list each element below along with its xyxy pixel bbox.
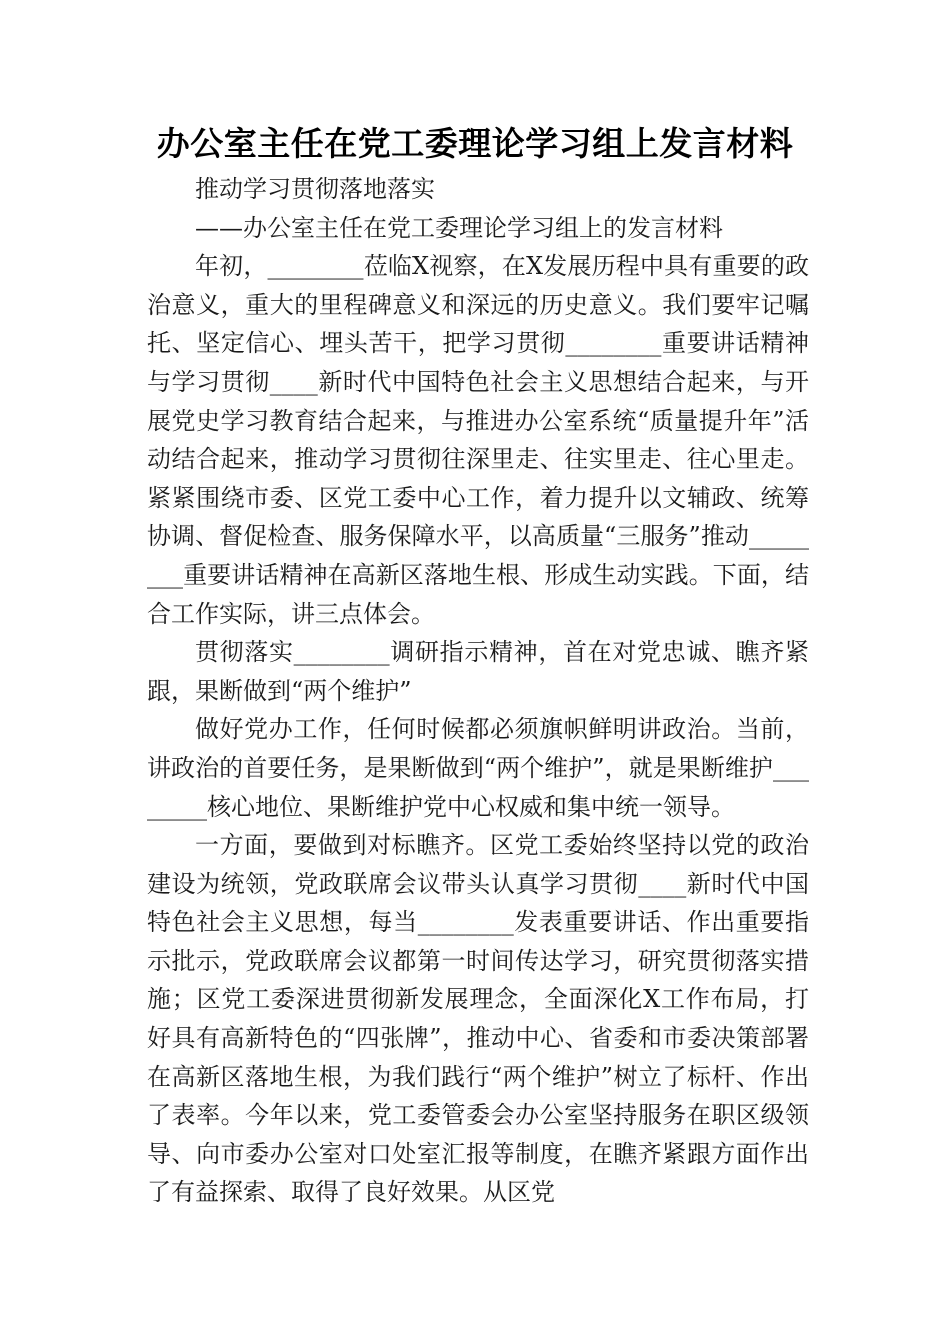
paragraph: 贯彻落实________调研指示精神，首在对党忠诚、瞧齐紧跟，果断做到“两个维护”	[147, 638, 809, 705]
paragraph: 一方面，要做到对标瞧齐。区党工委始终坚持以党的政治建设为统领，党政联席会议带头认真学习贯彻____新时代中国特色社会主义思想，每当________发表重要讲话、作出重要指示批示，党政联席会议都第一时间传达学习，研究贯彻落实措施；区党工委深进贯彻新发展理念，全面深化X工作布局，打好具有高新特色的“四张牌”，推动中心、省委和市委决策部署在高新区落地生根，为我们践行“两个维护”树立了标杆、作出了表率。今年以来，党工委管委会办公室坚持服务在职区级领导、向市委办公室对口处室汇报等制度，在瞧齐紧跟方面作出了有益探索、取得了良好效果。从区党	[147, 831, 809, 1207]
document-title: 办公室主任在党工委理论学习组上发言材料	[156, 124, 794, 163]
document-byline: ——办公室主任在党工委理论学习组上的发言材料	[195, 213, 723, 242]
document-body	[147, 170, 809, 1212]
paragraph: 做好党办工作，任何时候都必须旗帜鲜明讲政治。当前，讲政治的首要任务，是果断做到“两个维护”，就是果断维护________核心地位、果断维护党中心权威和集中统一领导。	[147, 715, 809, 821]
document-subtitle: 推动学习贯彻落地落实	[195, 175, 435, 203]
paragraph: 年初，________莅临X视察，在X发展历程中具有重要的政治意义，重大的里程碑意义和深远的历史意义。我们要牢记嘱托、坚定信心、埋头苦干，把学习贯彻________重要讲话精神与学习贯彻____新时代中国特色社会主义思想结合起来，与开展党史学习教育结合起来，与推进办公室系统“质量提升年”活动结合起来，推动学习贯彻往深里走、往实里走、往心里走。紧紧围绕市委、区党工委中心工作，着力提升以文辅政、统筹协调、督促检查、服务保障水平，以高质量“三服务”推动________重要讲话精神在高新区落地生根、形成生动实践。下面，结合工作实际，讲三点体会。	[147, 252, 809, 628]
